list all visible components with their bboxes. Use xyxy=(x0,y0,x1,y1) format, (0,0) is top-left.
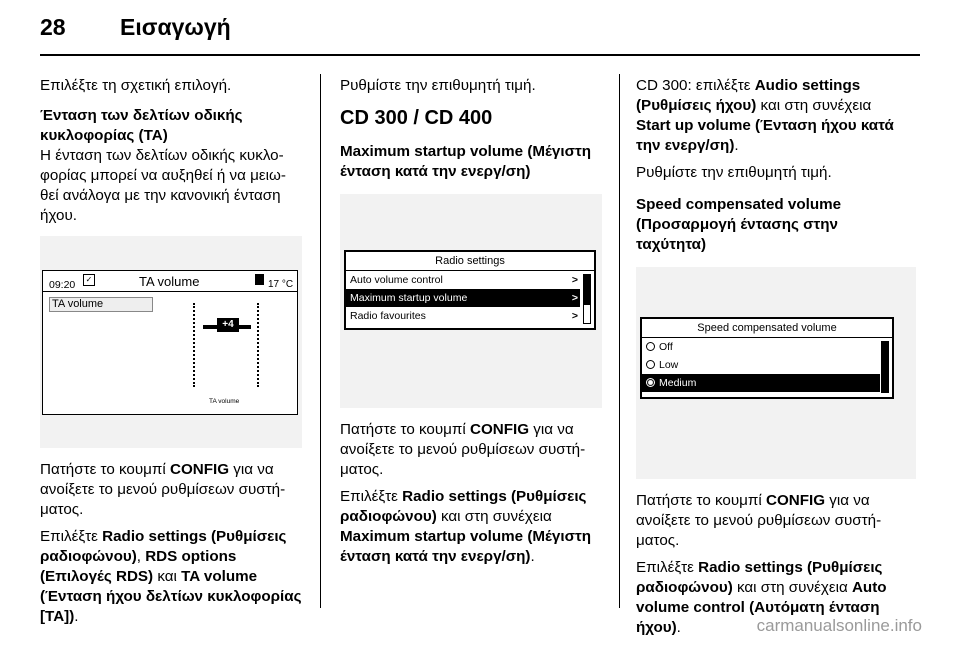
cd300-instruction xyxy=(636,76,916,156)
menu-term: (Ρυθμίσεις ήχου) xyxy=(636,97,757,114)
menu-term: Audio settings xyxy=(754,77,861,94)
display-screen xyxy=(344,250,596,330)
text-run: , xyxy=(136,548,146,565)
text-line: ανοίξετε το μενού ρυθμίσεων συστή- xyxy=(636,512,882,529)
config-key: CONFIG xyxy=(170,461,230,478)
text-run: για να xyxy=(229,461,274,478)
text-run: Πατήστε το κουμπί xyxy=(636,492,766,509)
clock-display: 09:20 xyxy=(49,279,76,291)
display-screen xyxy=(640,317,894,399)
text-line: ήχου. xyxy=(40,207,77,224)
intro-text: Ρυθμίστε την επιθυμητή τιμή. xyxy=(340,77,536,94)
speed-volume-screenshot xyxy=(636,267,916,479)
speed-compensated-heading xyxy=(636,195,916,255)
menu-item-radio-favourites[interactable] xyxy=(346,307,580,325)
text-run: Πατήστε το κουμπί xyxy=(340,421,470,438)
menu-term: (Επιλογές RDS) xyxy=(40,568,154,585)
ta-volume-menu-item[interactable]: TA volume xyxy=(49,297,153,312)
chevron-right-icon: > xyxy=(571,274,578,286)
menu-term: ήχου) xyxy=(636,619,677,636)
ta-heading-line: Ένταση των δελτίων οδικής xyxy=(40,107,243,124)
radio-selected-icon[interactable] xyxy=(646,378,655,387)
ta-heading-line: κυκλοφορίας (TA) xyxy=(40,127,168,144)
menu-item-label: Auto volume control xyxy=(350,274,443,286)
volume-value-badge[interactable]: +4 xyxy=(217,318,239,332)
page-header xyxy=(40,14,231,41)
config-key: CONFIG xyxy=(470,421,530,438)
volume-scale-left xyxy=(193,303,197,387)
volume-scale-right xyxy=(257,303,261,387)
scrollbar[interactable] xyxy=(881,341,889,393)
display-screen xyxy=(42,270,298,415)
menu-term: Radio settings (Ρυθμίσεις xyxy=(102,528,287,545)
menu-term: volume control (Αυτόματη ένταση xyxy=(636,599,880,616)
subheading-line: Maximum startup volume (Μέγιστη xyxy=(340,143,592,160)
text-run: Επιλέξτε xyxy=(340,488,403,505)
text-run: Επιλέξτε xyxy=(636,559,699,576)
option-low[interactable] xyxy=(642,356,880,374)
option-label: Low xyxy=(659,359,679,371)
chevron-right-icon: > xyxy=(571,292,578,304)
set-value-text: Ρυθμίστε την επιθυμητή τιμή. xyxy=(636,164,832,181)
menu-title: Speed compensated volume xyxy=(642,319,892,338)
text-run: . xyxy=(676,619,681,636)
volume-slider-bar xyxy=(239,325,251,329)
ta-heading xyxy=(40,106,302,146)
menu-term: ραδιοφώνου) xyxy=(340,508,437,525)
menu-term: Maximum startup volume (Μέγιστη xyxy=(340,528,592,545)
phone-icon: ✓ xyxy=(83,274,95,286)
column-3 xyxy=(636,76,916,645)
radio-icon[interactable] xyxy=(646,360,655,369)
menu-item-max-startup-volume[interactable] xyxy=(346,289,580,307)
menu-term: Auto xyxy=(851,579,887,596)
menu-item-auto-volume[interactable] xyxy=(346,271,580,289)
menu-term: ραδιοφώνου) xyxy=(636,579,733,596)
heading-line: (Προσαρμογή έντασης στην xyxy=(636,216,838,233)
section-heading: CD 300 / CD 400 xyxy=(340,107,493,129)
text-run: . xyxy=(74,608,79,625)
text-run: για να xyxy=(825,492,870,509)
menu-item-label: Maximum startup volume xyxy=(350,292,468,304)
chapter-title: Εισαγωγή xyxy=(120,14,231,40)
config-key: CONFIG xyxy=(766,492,826,509)
option-label: Medium xyxy=(659,377,697,389)
menu-title: Radio settings xyxy=(346,252,594,271)
text-line: ματος. xyxy=(340,461,384,478)
chevron-right-icon: > xyxy=(571,310,578,322)
text-line: θεί ανάλογα με την κανονική ένταση xyxy=(40,187,281,204)
text-run: και στη συνέχεια xyxy=(436,508,552,525)
column-divider-1 xyxy=(320,74,321,608)
watermark: carmanualsonline.info xyxy=(756,616,922,635)
text-run: CD 300: επιλέξτε xyxy=(636,77,755,94)
text-run: Επιλέξτε xyxy=(40,528,103,545)
header-rule xyxy=(40,54,920,56)
menu-term: RDS options xyxy=(145,548,237,565)
text-line: ματος. xyxy=(636,532,680,549)
text-line: ματος. xyxy=(40,501,84,518)
menu-term: (Ένταση ήχου δελτίων κυκλοφορίας xyxy=(40,588,302,605)
volume-slider-bar xyxy=(203,325,217,329)
page-number: 28 xyxy=(40,14,66,40)
temperature-display: 17 °C xyxy=(268,279,294,290)
column-divider-2 xyxy=(619,74,620,608)
menu-term: TA volume xyxy=(181,568,258,585)
text-run: . xyxy=(530,548,535,565)
scale-caption: TA volume xyxy=(209,398,240,405)
text-run: και στη συνέχεια xyxy=(732,579,852,596)
text-run: και στη συνέχεια xyxy=(756,97,872,114)
scrollbar-thumb[interactable] xyxy=(584,275,590,305)
text-line: ανοίξετε το μενού ρυθμίσεων συστή- xyxy=(340,441,586,458)
option-label: Off xyxy=(659,341,673,353)
text-line: Η ένταση των δελτίων οδικής κυκλο- xyxy=(40,147,284,164)
radio-icon[interactable] xyxy=(646,342,655,351)
thermometer-icon xyxy=(255,274,264,285)
heading-line: Speed compensated volume xyxy=(636,196,842,213)
menu-term: Radio settings (Ρυθμίσεις xyxy=(698,559,883,576)
heading-line: ταχύτητα) xyxy=(636,236,707,253)
screen-title: TA volume xyxy=(139,274,200,289)
column-2 xyxy=(340,76,602,574)
scrollbar-thumb[interactable] xyxy=(882,342,888,392)
menu-term: την ενεργ/ση) xyxy=(636,137,735,154)
instruction-config xyxy=(636,491,916,551)
instruction-select xyxy=(340,487,602,567)
menu-item-label: Radio favourites xyxy=(350,310,426,322)
menu-term: ένταση κατά την ενεργ/ση) xyxy=(340,548,531,565)
screen-divider xyxy=(43,291,297,292)
instruction-config xyxy=(340,420,602,480)
instruction-select xyxy=(40,527,302,627)
scrollbar[interactable] xyxy=(583,274,591,324)
menu-term: ραδιοφώνου) xyxy=(40,548,137,565)
ta-volume-screenshot xyxy=(40,236,302,448)
column-1 xyxy=(40,76,302,634)
text-line: ανοίξετε το μενού ρυθμίσεων συστή- xyxy=(40,481,286,498)
text-line: φορίας μπορεί να αυξηθεί ή να μειω- xyxy=(40,167,286,184)
subheading xyxy=(340,142,602,182)
subheading-line: ένταση κατά την ενεργ/ση) xyxy=(340,163,531,180)
text-run: . xyxy=(734,137,739,154)
instruction-config xyxy=(40,460,302,520)
radio-settings-screenshot xyxy=(340,194,602,408)
text-run: και xyxy=(153,568,182,585)
ta-description xyxy=(40,146,302,226)
menu-term: Radio settings (Ρυθμίσεις xyxy=(402,488,587,505)
option-off[interactable] xyxy=(642,338,880,356)
menu-term: Start up volume (Ένταση ήχου κατά xyxy=(636,117,894,134)
text-run: για να xyxy=(529,421,574,438)
text-run: Πατήστε το κουμπί xyxy=(40,461,170,478)
intro-text: Επιλέξτε τη σχετική επιλογή. xyxy=(40,77,232,94)
menu-term: [TA]) xyxy=(40,608,75,625)
option-medium[interactable] xyxy=(642,374,880,392)
